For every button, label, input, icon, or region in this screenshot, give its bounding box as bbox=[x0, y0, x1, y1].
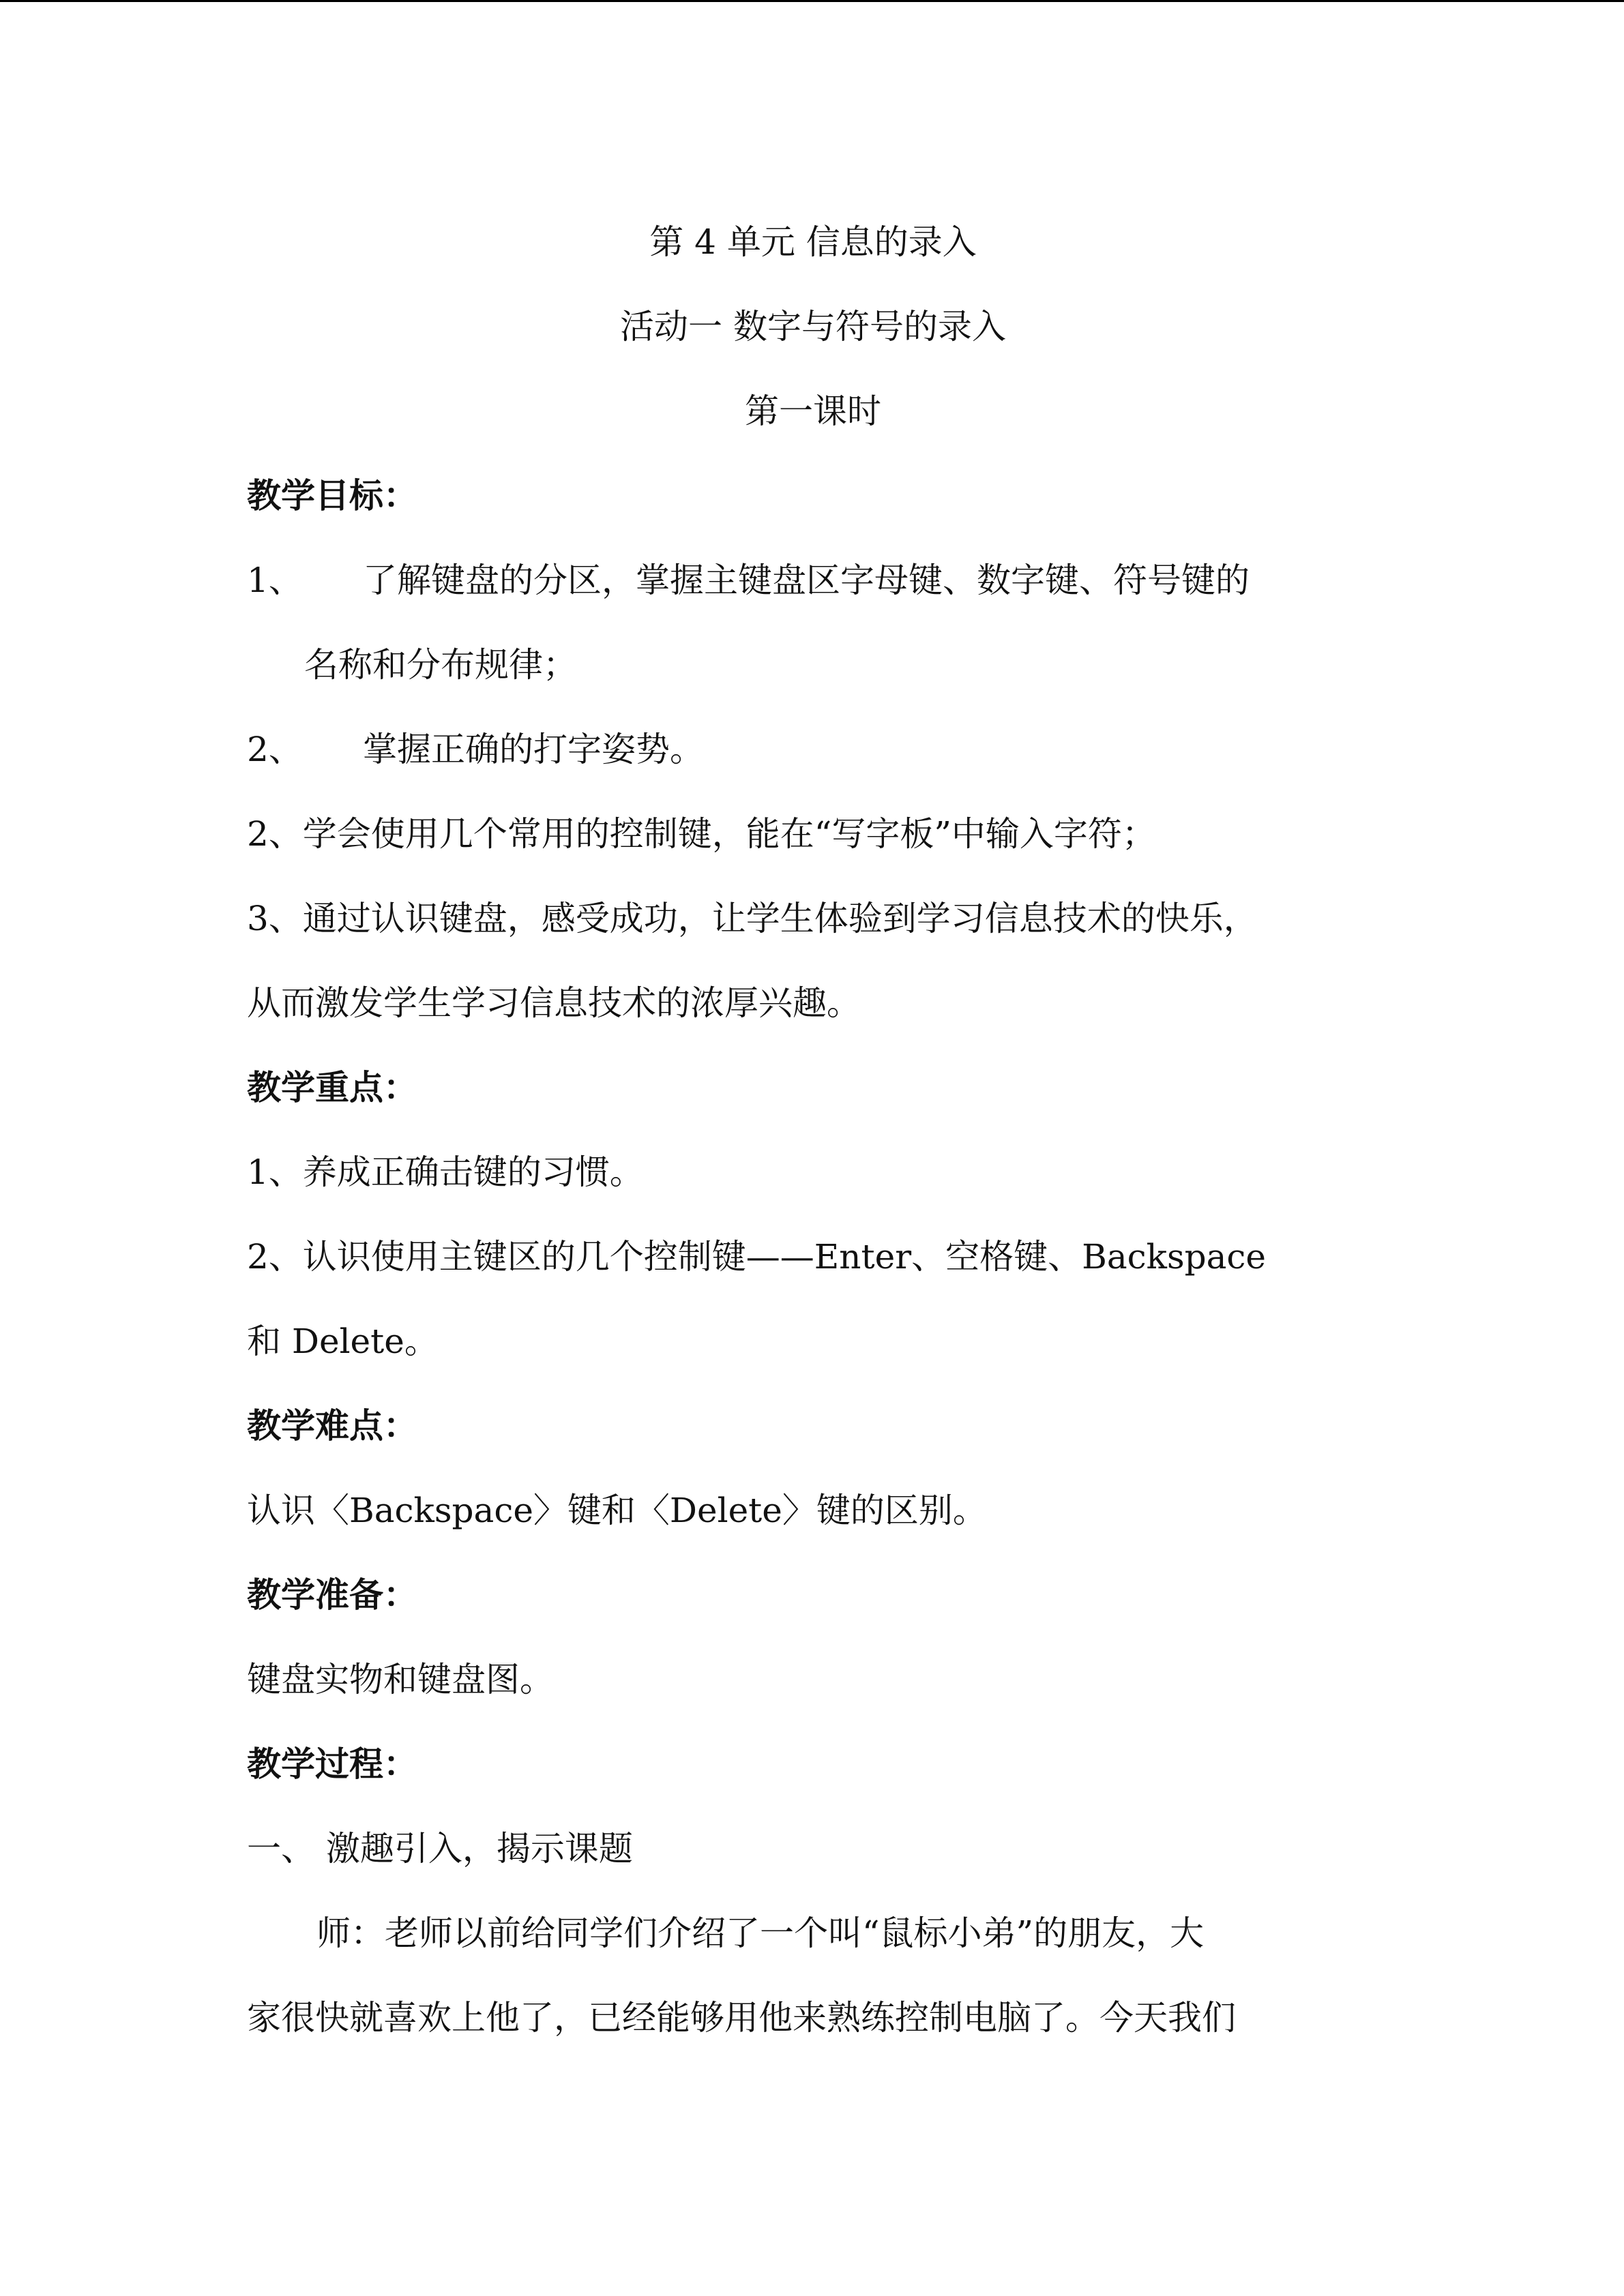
unit-title: 第 4 单元 信息的录入 bbox=[649, 222, 977, 262]
objective-2-number: 2、 bbox=[247, 730, 303, 769]
preparation-heading: 教学准备： bbox=[247, 1575, 417, 1615]
objective-4-line1: 3、通过认识键盘，感受成功，让学生体验到学习信息技术的快乐， bbox=[247, 899, 1258, 938]
process-step-1: 一、 激趣引入，揭示课题 bbox=[247, 1829, 633, 1868]
objective-1-line2: 名称和分布规律； bbox=[304, 645, 577, 685]
key-points-heading: 教学重点： bbox=[247, 1068, 417, 1107]
objective-1-line1 bbox=[247, 556, 1250, 604]
preparation-1: 键盘实物和键盘图。 bbox=[247, 1660, 554, 1699]
activity-title: 活动一 数字与符号的录入 bbox=[620, 307, 1006, 346]
lesson-title: 第一课时 bbox=[745, 391, 881, 431]
objective-1-number: 1、 bbox=[247, 561, 303, 600]
key-point-1: 1、养成正确击键的习惯。 bbox=[247, 1152, 644, 1192]
page-top-border bbox=[0, 0, 1624, 2]
difficulties-heading: 教学难点： bbox=[247, 1406, 417, 1446]
process-heading: 教学过程： bbox=[247, 1744, 417, 1784]
objective-1-text: 了解键盘的分区，掌握主键盘区字母键、数字键、符号键的 bbox=[363, 561, 1250, 600]
process-paragraph-line1: 师：老师以前给同学们介绍了一个叫“鼠标小弟”的朋友，大 bbox=[316, 1913, 1205, 1953]
objective-3: 2、学会使用几个常用的控制键，能在“写字板”中输入字符； bbox=[247, 814, 1156, 854]
objective-2-text: 掌握正确的打字姿势。 bbox=[363, 730, 704, 769]
key-point-2-line1: 2、认识使用主键区的几个控制键——Enter、空格键、Backspace bbox=[247, 1237, 1267, 1277]
process-paragraph-line2: 家很快就喜欢上他了，已经能够用他来熟练控制电脑了。今天我们 bbox=[247, 1998, 1236, 2038]
difficulty-1: 认识〈Backspace〉键和〈Delete〉键的区别。 bbox=[247, 1491, 987, 1530]
key-point-2-line2: 和 Delete。 bbox=[247, 1322, 439, 1361]
objective-2 bbox=[247, 726, 704, 773]
objectives-heading: 教学目标： bbox=[247, 476, 417, 516]
objective-4-line2: 从而激发学生学习信息技术的浓厚兴趣。 bbox=[247, 983, 861, 1023]
